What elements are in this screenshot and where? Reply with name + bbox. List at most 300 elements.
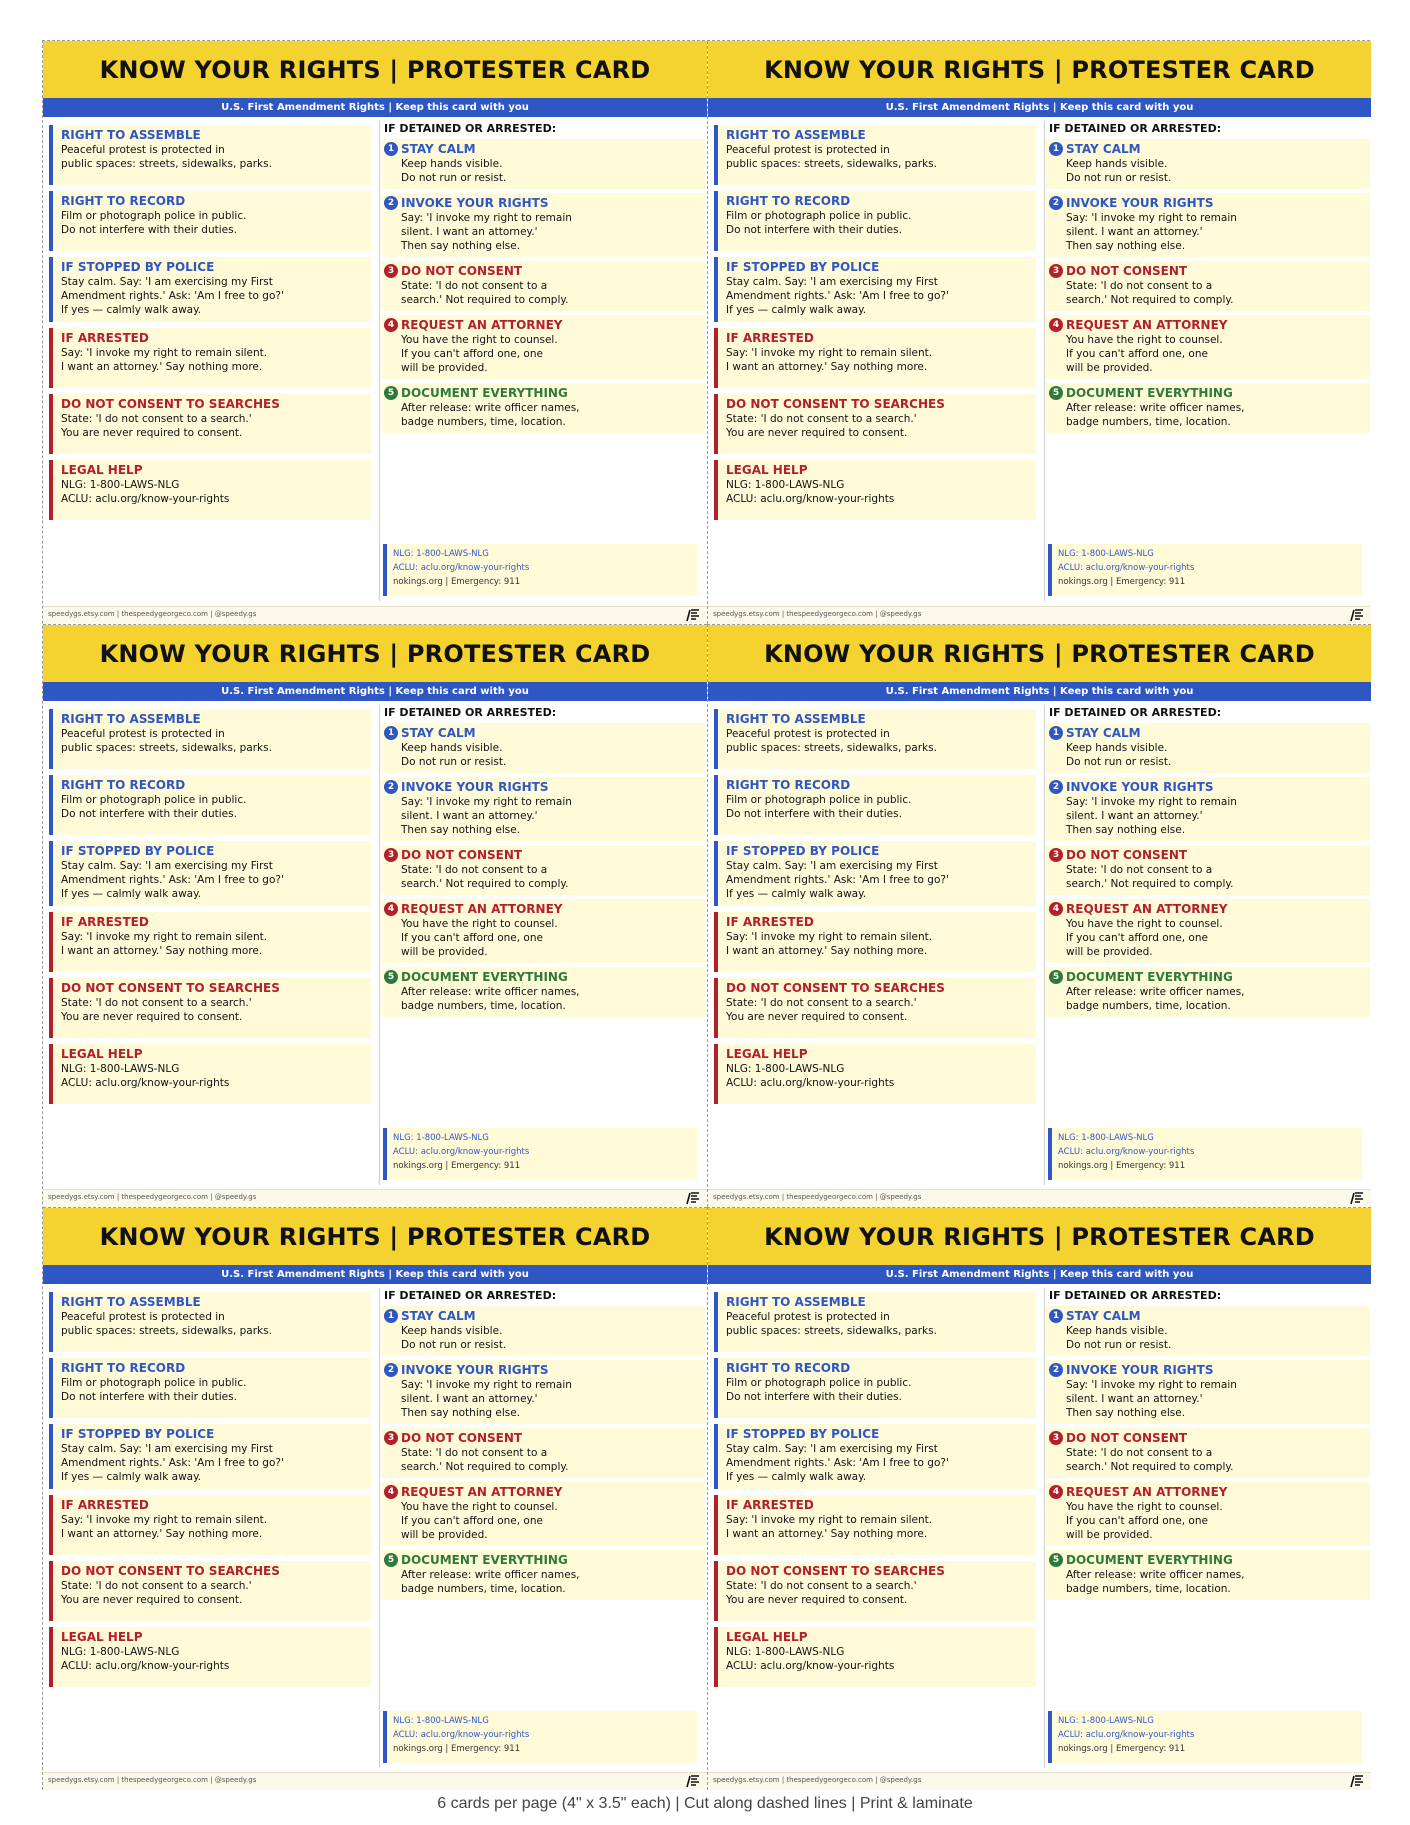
- step-item: [381, 139, 705, 189]
- step-title: STAY CALM: [1066, 1309, 1141, 1323]
- footer-text: speedygs.etsy.com | thespeedygeorgeco.com | @speedy.gs: [48, 1776, 257, 1784]
- section-title: IF ARRESTED: [726, 915, 814, 929]
- section-body: Say: 'I invoke my right to remain silent. I want an attorney.' Say nothing more.: [726, 1514, 933, 1540]
- section-title: RIGHT TO ASSEMBLE: [61, 1295, 201, 1309]
- nlg-phone: NLG: 1-800-LAWS-NLG: [1058, 549, 1154, 559]
- step-body: After release: write officer names, badge numbers, time, location.: [401, 1569, 580, 1595]
- step-item: [381, 1550, 705, 1600]
- step-title: DO NOT CONSENT: [1066, 264, 1188, 278]
- section-body: NLG: 1-800-LAWS-NLG ACLU: aclu.org/know-your-rights: [726, 479, 895, 505]
- detained-heading: IF DETAINED OR ARRESTED:: [384, 1289, 557, 1302]
- step-body: Keep hands visible. Do not run or resist.: [1066, 1325, 1172, 1351]
- rights-section: [49, 1044, 371, 1104]
- contact-box: [383, 1711, 697, 1763]
- detained-heading: IF DETAINED OR ARRESTED:: [1049, 706, 1222, 719]
- section-title: IF STOPPED BY POLICE: [726, 1427, 880, 1441]
- nlg-phone: NLG: 1-800-LAWS-NLG: [393, 549, 489, 559]
- step-item: [381, 193, 705, 257]
- rights-section: [714, 1627, 1036, 1687]
- rights-section: [49, 709, 371, 769]
- column-divider: [1044, 705, 1045, 1185]
- rights-section: [49, 1292, 371, 1352]
- step-item: [381, 1428, 705, 1478]
- step-title: REQUEST AN ATTORNEY: [401, 318, 563, 332]
- protester-card: [43, 624, 707, 1207]
- step-number-icon: 1: [384, 142, 398, 156]
- detained-column: [1046, 121, 1370, 437]
- step-item: [381, 315, 705, 379]
- protester-card: [707, 624, 1371, 1207]
- section-title: RIGHT TO ASSEMBLE: [61, 128, 201, 142]
- section-title: DO NOT CONSENT TO SEARCHES: [61, 981, 280, 995]
- rights-section: [49, 841, 371, 906]
- step-body: State: 'I do not consent to a search.' Not required to comply.: [1066, 1447, 1234, 1473]
- step-number-icon: 1: [1049, 726, 1063, 740]
- card-footer: [708, 606, 1371, 624]
- step-number-icon: 3: [384, 1431, 398, 1445]
- step-body: After release: write officer names, badge numbers, time, location.: [1066, 1569, 1245, 1595]
- step-body: Keep hands visible. Do not run or resist.: [401, 742, 507, 768]
- emergency-info: nokings.org | Emergency: 911: [393, 1744, 521, 1754]
- step-number-icon: 1: [1049, 142, 1063, 156]
- detained-column: [381, 121, 705, 437]
- step-item: [381, 845, 705, 895]
- step-body: State: 'I do not consent to a search.' Not required to comply.: [401, 280, 569, 306]
- section-title: RIGHT TO ASSEMBLE: [726, 128, 866, 142]
- nlg-phone: NLG: 1-800-LAWS-NLG: [393, 1716, 489, 1726]
- rights-section: [714, 775, 1036, 835]
- step-title: REQUEST AN ATTORNEY: [1066, 902, 1228, 916]
- step-title: REQUEST AN ATTORNEY: [401, 1485, 563, 1499]
- emergency-info: nokings.org | Emergency: 911: [1058, 1161, 1186, 1171]
- step-item: [381, 383, 705, 433]
- step-item: [1046, 1550, 1370, 1600]
- rights-section: [714, 709, 1036, 769]
- card-title: KNOW YOUR RIGHTS | PROTESTER CARD: [764, 639, 1315, 668]
- step-body: State: 'I do not consent to a search.' Not required to comply.: [1066, 280, 1234, 306]
- step-item: [1046, 777, 1370, 841]
- section-title: IF ARRESTED: [61, 915, 149, 929]
- contact-box: [383, 1128, 697, 1180]
- contact-box: [1048, 1128, 1362, 1180]
- step-number-icon: 4: [1049, 318, 1063, 332]
- step-number-icon: 2: [1049, 780, 1063, 794]
- step-number-icon: 1: [1049, 1309, 1063, 1323]
- card-sheet: [42, 40, 1370, 1790]
- nlg-phone: NLG: 1-800-LAWS-NLG: [1058, 1716, 1154, 1726]
- step-title: INVOKE YOUR RIGHTS: [401, 1363, 549, 1377]
- section-title: RIGHT TO RECORD: [61, 1361, 186, 1375]
- step-title: STAY CALM: [401, 726, 476, 740]
- section-title: RIGHT TO RECORD: [61, 194, 186, 208]
- step-number-icon: 3: [384, 848, 398, 862]
- section-title: DO NOT CONSENT TO SEARCHES: [726, 1564, 945, 1578]
- card-header: [708, 41, 1371, 98]
- section-title: RIGHT TO ASSEMBLE: [726, 1295, 866, 1309]
- step-number-icon: 5: [384, 970, 398, 984]
- step-body: You have the right to counsel. If you can't afford one, one will be provided.: [1066, 334, 1223, 374]
- step-number-icon: 4: [1049, 1485, 1063, 1499]
- card-footer: [708, 1189, 1371, 1207]
- card-footer: [43, 1189, 707, 1207]
- step-body: State: 'I do not consent to a search.' Not required to comply.: [1066, 864, 1234, 890]
- section-title: RIGHT TO ASSEMBLE: [61, 712, 201, 726]
- step-title: DO NOT CONSENT: [1066, 1431, 1188, 1445]
- rights-section: [714, 460, 1036, 520]
- card-footer: [708, 1772, 1371, 1790]
- card-subtitle: U.S. First Amendment Rights | Keep this card with you: [708, 682, 1371, 701]
- rights-section: [49, 394, 371, 454]
- section-title: IF STOPPED BY POLICE: [61, 844, 215, 858]
- section-body: State: 'I do not consent to a search.' You are never required to consent.: [61, 413, 252, 439]
- rights-section: [49, 775, 371, 835]
- step-body: Say: 'I invoke my right to remain silent. I want an attorney.' Then say nothing else.: [1066, 796, 1237, 836]
- section-body: Film or photograph police in public. Do not interfere with their duties.: [726, 1377, 912, 1403]
- emergency-info: nokings.org | Emergency: 911: [1058, 577, 1186, 587]
- section-body: Stay calm. Say: 'I am exercising my First Amendment rights.' Ask: 'Am I free to go?' If yes — calmly walk away.: [726, 276, 949, 316]
- card-header: [43, 41, 707, 98]
- step-title: DO NOT CONSENT: [1066, 848, 1188, 862]
- section-title: IF STOPPED BY POLICE: [61, 1427, 215, 1441]
- rights-section: [714, 912, 1036, 972]
- section-body: Stay calm. Say: 'I am exercising my First Amendment rights.' Ask: 'Am I free to go?' If yes — calmly walk away.: [61, 860, 284, 900]
- speedy-gs-logo-icon: [685, 608, 701, 623]
- card-header: [43, 1208, 707, 1265]
- step-title: STAY CALM: [1066, 142, 1141, 156]
- section-title: LEGAL HELP: [726, 463, 808, 477]
- footer-text: speedygs.etsy.com | thespeedygeorgeco.com | @speedy.gs: [713, 1776, 922, 1784]
- rights-section: [714, 191, 1036, 251]
- section-body: Say: 'I invoke my right to remain silent. I want an attorney.' Say nothing more.: [61, 931, 268, 957]
- rights-column: [49, 125, 371, 526]
- section-title: RIGHT TO ASSEMBLE: [726, 712, 866, 726]
- rights-section: [49, 257, 371, 322]
- rights-section: [49, 1627, 371, 1687]
- step-number-icon: 2: [1049, 196, 1063, 210]
- card-subtitle: U.S. First Amendment Rights | Keep this card with you: [708, 98, 1371, 117]
- section-body: Peaceful protest is protected in public spaces: streets, sidewalks, parks.: [61, 1311, 272, 1337]
- section-body: NLG: 1-800-LAWS-NLG ACLU: aclu.org/know-your-rights: [726, 1063, 895, 1089]
- column-divider: [379, 1288, 380, 1768]
- detained-heading: IF DETAINED OR ARRESTED:: [1049, 1289, 1222, 1302]
- aclu-link: ACLU: aclu.org/know-your-rights: [1058, 1147, 1195, 1157]
- step-title: REQUEST AN ATTORNEY: [401, 902, 563, 916]
- nlg-phone: NLG: 1-800-LAWS-NLG: [1058, 1133, 1154, 1143]
- section-body: Say: 'I invoke my right to remain silent. I want an attorney.' Say nothing more.: [726, 347, 933, 373]
- section-body: Peaceful protest is protected in public spaces: streets, sidewalks, parks.: [726, 144, 937, 170]
- step-body: State: 'I do not consent to a search.' Not required to comply.: [401, 864, 569, 890]
- step-body: You have the right to counsel. If you can't afford one, one will be provided.: [401, 918, 558, 958]
- step-number-icon: 3: [384, 264, 398, 278]
- section-title: LEGAL HELP: [61, 1047, 143, 1061]
- rights-section: [49, 1561, 371, 1621]
- step-title: STAY CALM: [401, 1309, 476, 1323]
- step-body: Say: 'I invoke my right to remain silent. I want an attorney.' Then say nothing else.: [401, 796, 572, 836]
- step-title: DO NOT CONSENT: [401, 1431, 523, 1445]
- card-subtitle: U.S. First Amendment Rights | Keep this card with you: [43, 98, 707, 117]
- step-item: [381, 261, 705, 311]
- speedy-gs-logo-icon: [1349, 1191, 1365, 1206]
- section-body: Stay calm. Say: 'I am exercising my First Amendment rights.' Ask: 'Am I free to go?' If yes — calmly walk away.: [61, 1443, 284, 1483]
- step-item: [1046, 845, 1370, 895]
- section-body: NLG: 1-800-LAWS-NLG ACLU: aclu.org/know-your-rights: [61, 479, 230, 505]
- section-body: Film or photograph police in public. Do not interfere with their duties.: [61, 210, 247, 236]
- section-body: Peaceful protest is protected in public spaces: streets, sidewalks, parks.: [61, 144, 272, 170]
- step-title: REQUEST AN ATTORNEY: [1066, 318, 1228, 332]
- section-title: LEGAL HELP: [726, 1047, 808, 1061]
- section-title: LEGAL HELP: [726, 1630, 808, 1644]
- speedy-gs-logo-icon: [685, 1191, 701, 1206]
- detained-heading: IF DETAINED OR ARRESTED:: [384, 122, 557, 135]
- step-number-icon: 2: [384, 196, 398, 210]
- section-body: State: 'I do not consent to a search.' You are never required to consent.: [61, 997, 252, 1023]
- card-subtitle: U.S. First Amendment Rights | Keep this card with you: [43, 1265, 707, 1284]
- card-title: KNOW YOUR RIGHTS | PROTESTER CARD: [764, 55, 1315, 84]
- page-caption: 6 cards per page (4" x 3.5" each) | Cut along dashed lines | Print & laminate: [437, 1795, 973, 1812]
- step-number-icon: 4: [1049, 902, 1063, 916]
- detained-heading: IF DETAINED OR ARRESTED:: [384, 706, 557, 719]
- section-title: IF STOPPED BY POLICE: [726, 844, 880, 858]
- step-item: [1046, 193, 1370, 257]
- footer-text: speedygs.etsy.com | thespeedygeorgeco.com | @speedy.gs: [713, 1193, 922, 1201]
- section-title: IF ARRESTED: [726, 1498, 814, 1512]
- protester-card: [43, 1207, 707, 1790]
- step-body: Say: 'I invoke my right to remain silent. I want an attorney.' Then say nothing else.: [1066, 212, 1237, 252]
- section-title: RIGHT TO RECORD: [61, 778, 186, 792]
- rights-column: [714, 125, 1036, 526]
- section-title: DO NOT CONSENT TO SEARCHES: [726, 981, 945, 995]
- protester-card: [43, 41, 707, 624]
- speedy-gs-logo-icon: [685, 1774, 701, 1789]
- card-subtitle: U.S. First Amendment Rights | Keep this card with you: [43, 682, 707, 701]
- step-item: [381, 723, 705, 773]
- section-body: Peaceful protest is protected in public spaces: streets, sidewalks, parks.: [61, 728, 272, 754]
- nlg-phone: NLG: 1-800-LAWS-NLG: [393, 1133, 489, 1143]
- section-title: IF STOPPED BY POLICE: [726, 260, 880, 274]
- step-number-icon: 3: [1049, 848, 1063, 862]
- detained-column: [1046, 705, 1370, 1021]
- step-title: DOCUMENT EVERYTHING: [401, 970, 568, 984]
- section-body: Stay calm. Say: 'I am exercising my First Amendment rights.' Ask: 'Am I free to go?' If yes — calmly walk away.: [726, 1443, 949, 1483]
- aclu-link: ACLU: aclu.org/know-your-rights: [1058, 563, 1195, 573]
- section-body: NLG: 1-800-LAWS-NLG ACLU: aclu.org/know-your-rights: [61, 1063, 230, 1089]
- step-number-icon: 1: [384, 726, 398, 740]
- section-body: Film or photograph police in public. Do not interfere with their duties.: [61, 1377, 247, 1403]
- emergency-info: nokings.org | Emergency: 911: [393, 577, 521, 587]
- rights-section: [49, 912, 371, 972]
- step-title: DO NOT CONSENT: [401, 848, 523, 862]
- step-item: [1046, 1360, 1370, 1424]
- step-title: INVOKE YOUR RIGHTS: [401, 196, 549, 210]
- card-title: KNOW YOUR RIGHTS | PROTESTER CARD: [764, 1222, 1315, 1251]
- section-body: NLG: 1-800-LAWS-NLG ACLU: aclu.org/know-your-rights: [726, 1646, 895, 1672]
- step-number-icon: 1: [384, 1309, 398, 1323]
- rights-section: [714, 328, 1036, 388]
- card-footer: [43, 606, 707, 624]
- card-title: KNOW YOUR RIGHTS | PROTESTER CARD: [99, 55, 651, 84]
- contact-box: [1048, 544, 1362, 596]
- step-body: You have the right to counsel. If you can't afford one, one will be provided.: [1066, 1501, 1223, 1541]
- step-body: After release: write officer names, badge numbers, time, location.: [401, 986, 580, 1012]
- step-item: [1046, 383, 1370, 433]
- step-title: DOCUMENT EVERYTHING: [1066, 970, 1233, 984]
- step-item: [381, 1360, 705, 1424]
- step-number-icon: 3: [1049, 264, 1063, 278]
- step-body: After release: write officer names, badge numbers, time, location.: [401, 402, 580, 428]
- rights-section: [714, 1495, 1036, 1555]
- section-body: Stay calm. Say: 'I am exercising my First Amendment rights.' Ask: 'Am I free to go?' If yes — calmly walk away.: [61, 276, 284, 316]
- section-title: RIGHT TO RECORD: [726, 778, 851, 792]
- step-body: Say: 'I invoke my right to remain silent. I want an attorney.' Then say nothing else.: [1066, 1379, 1237, 1419]
- step-item: [381, 899, 705, 963]
- section-body: Film or photograph police in public. Do not interfere with their duties.: [726, 794, 912, 820]
- step-number-icon: 2: [384, 780, 398, 794]
- rights-section: [49, 328, 371, 388]
- detained-column: [381, 1288, 705, 1604]
- section-body: Peaceful protest is protected in public spaces: streets, sidewalks, parks.: [726, 1311, 937, 1337]
- step-title: DOCUMENT EVERYTHING: [401, 1553, 568, 1567]
- contact-box: [383, 544, 697, 596]
- step-body: You have the right to counsel. If you can't afford one, one will be provided.: [401, 1501, 558, 1541]
- section-title: RIGHT TO RECORD: [726, 194, 851, 208]
- rights-section: [714, 1358, 1036, 1418]
- rights-section: [714, 841, 1036, 906]
- section-title: LEGAL HELP: [61, 1630, 143, 1644]
- rights-section: [714, 257, 1036, 322]
- section-title: RIGHT TO RECORD: [726, 1361, 851, 1375]
- section-body: State: 'I do not consent to a search.' You are never required to consent.: [726, 413, 917, 439]
- speedy-gs-logo-icon: [1349, 1774, 1365, 1789]
- step-number-icon: 5: [1049, 1553, 1063, 1567]
- section-body: Say: 'I invoke my right to remain silent. I want an attorney.' Say nothing more.: [61, 1514, 268, 1540]
- card-footer: [43, 1772, 707, 1790]
- section-body: State: 'I do not consent to a search.' You are never required to consent.: [61, 1580, 252, 1606]
- column-divider: [1044, 121, 1045, 601]
- aclu-link: ACLU: aclu.org/know-your-rights: [393, 1730, 530, 1740]
- step-title: STAY CALM: [1066, 726, 1141, 740]
- step-title: DOCUMENT EVERYTHING: [401, 386, 568, 400]
- step-item: [1046, 967, 1370, 1017]
- step-item: [381, 1306, 705, 1356]
- rights-section: [49, 191, 371, 251]
- section-title: DO NOT CONSENT TO SEARCHES: [61, 1564, 280, 1578]
- step-item: [1046, 139, 1370, 189]
- card-header: [708, 1208, 1371, 1265]
- step-item: [1046, 1428, 1370, 1478]
- step-item: [381, 1482, 705, 1546]
- section-title: IF ARRESTED: [61, 331, 149, 345]
- card-title: KNOW YOUR RIGHTS | PROTESTER CARD: [99, 1222, 651, 1251]
- footer-text: speedygs.etsy.com | thespeedygeorgeco.com | @speedy.gs: [48, 610, 257, 618]
- footer-text: speedygs.etsy.com | thespeedygeorgeco.com | @speedy.gs: [48, 1193, 257, 1201]
- detained-column: [381, 705, 705, 1021]
- step-number-icon: 5: [384, 1553, 398, 1567]
- emergency-info: nokings.org | Emergency: 911: [1058, 1744, 1186, 1754]
- step-title: INVOKE YOUR RIGHTS: [1066, 780, 1214, 794]
- step-item: [1046, 899, 1370, 963]
- section-title: LEGAL HELP: [61, 463, 143, 477]
- step-body: Keep hands visible. Do not run or resist.: [401, 1325, 507, 1351]
- step-title: INVOKE YOUR RIGHTS: [1066, 1363, 1214, 1377]
- column-divider: [1044, 1288, 1045, 1768]
- rights-section: [714, 394, 1036, 454]
- step-number-icon: 5: [1049, 386, 1063, 400]
- step-item: [1046, 261, 1370, 311]
- section-body: Film or photograph police in public. Do not interfere with their duties.: [61, 794, 247, 820]
- card-header: [708, 625, 1371, 682]
- step-number-icon: 2: [384, 1363, 398, 1377]
- rights-section: [714, 1561, 1036, 1621]
- step-number-icon: 4: [384, 318, 398, 332]
- step-body: You have the right to counsel. If you can't afford one, one will be provided.: [401, 334, 558, 374]
- section-body: Peaceful protest is protected in public spaces: streets, sidewalks, parks.: [726, 728, 937, 754]
- card-header: [43, 625, 707, 682]
- rights-column: [49, 709, 371, 1110]
- step-body: After release: write officer names, badge numbers, time, location.: [1066, 986, 1245, 1012]
- aclu-link: ACLU: aclu.org/know-your-rights: [1058, 1730, 1195, 1740]
- protester-card: [707, 41, 1371, 624]
- step-number-icon: 5: [1049, 970, 1063, 984]
- rights-column: [714, 1292, 1036, 1693]
- step-number-icon: 5: [384, 386, 398, 400]
- step-body: Keep hands visible. Do not run or resist.: [401, 158, 507, 184]
- section-title: IF ARRESTED: [61, 1498, 149, 1512]
- section-body: Stay calm. Say: 'I am exercising my First Amendment rights.' Ask: 'Am I free to go?' If yes — calmly walk away.: [726, 860, 949, 900]
- step-item: [1046, 723, 1370, 773]
- section-body: Say: 'I invoke my right to remain silent. I want an attorney.' Say nothing more.: [726, 931, 933, 957]
- rights-section: [714, 1424, 1036, 1489]
- step-title: REQUEST AN ATTORNEY: [1066, 1485, 1228, 1499]
- section-title: DO NOT CONSENT TO SEARCHES: [726, 397, 945, 411]
- step-body: After release: write officer names, badge numbers, time, location.: [1066, 402, 1245, 428]
- rights-section: [714, 1044, 1036, 1104]
- step-body: Keep hands visible. Do not run or resist.: [1066, 742, 1172, 768]
- column-divider: [379, 705, 380, 1185]
- card-subtitle: U.S. First Amendment Rights | Keep this card with you: [708, 1265, 1371, 1284]
- rights-section: [49, 1424, 371, 1489]
- rights-section: [714, 125, 1036, 185]
- rights-section: [49, 460, 371, 520]
- step-body: You have the right to counsel. If you can't afford one, one will be provided.: [1066, 918, 1223, 958]
- rights-column: [49, 1292, 371, 1693]
- step-body: Say: 'I invoke my right to remain silent. I want an attorney.' Then say nothing else.: [401, 1379, 572, 1419]
- column-divider: [379, 121, 380, 601]
- card-title: KNOW YOUR RIGHTS | PROTESTER CARD: [99, 639, 651, 668]
- step-number-icon: 3: [1049, 1431, 1063, 1445]
- rights-section: [714, 978, 1036, 1038]
- aclu-link: ACLU: aclu.org/know-your-rights: [393, 563, 530, 573]
- step-number-icon: 4: [384, 902, 398, 916]
- rights-column: [714, 709, 1036, 1110]
- step-title: INVOKE YOUR RIGHTS: [401, 780, 549, 794]
- step-title: DOCUMENT EVERYTHING: [1066, 386, 1233, 400]
- step-number-icon: 4: [384, 1485, 398, 1499]
- rights-section: [49, 125, 371, 185]
- section-body: Film or photograph police in public. Do not interfere with their duties.: [726, 210, 912, 236]
- step-title: INVOKE YOUR RIGHTS: [1066, 196, 1214, 210]
- step-body: Say: 'I invoke my right to remain silent. I want an attorney.' Then say nothing else.: [401, 212, 572, 252]
- section-title: IF ARRESTED: [726, 331, 814, 345]
- emergency-info: nokings.org | Emergency: 911: [393, 1161, 521, 1171]
- step-item: [381, 777, 705, 841]
- protester-card: [707, 1207, 1371, 1790]
- detained-heading: IF DETAINED OR ARRESTED:: [1049, 122, 1222, 135]
- step-body: State: 'I do not consent to a search.' Not required to comply.: [401, 1447, 569, 1473]
- aclu-link: ACLU: aclu.org/know-your-rights: [393, 1147, 530, 1157]
- section-body: State: 'I do not consent to a search.' You are never required to consent.: [726, 997, 917, 1023]
- step-item: [1046, 1306, 1370, 1356]
- rights-section: [49, 978, 371, 1038]
